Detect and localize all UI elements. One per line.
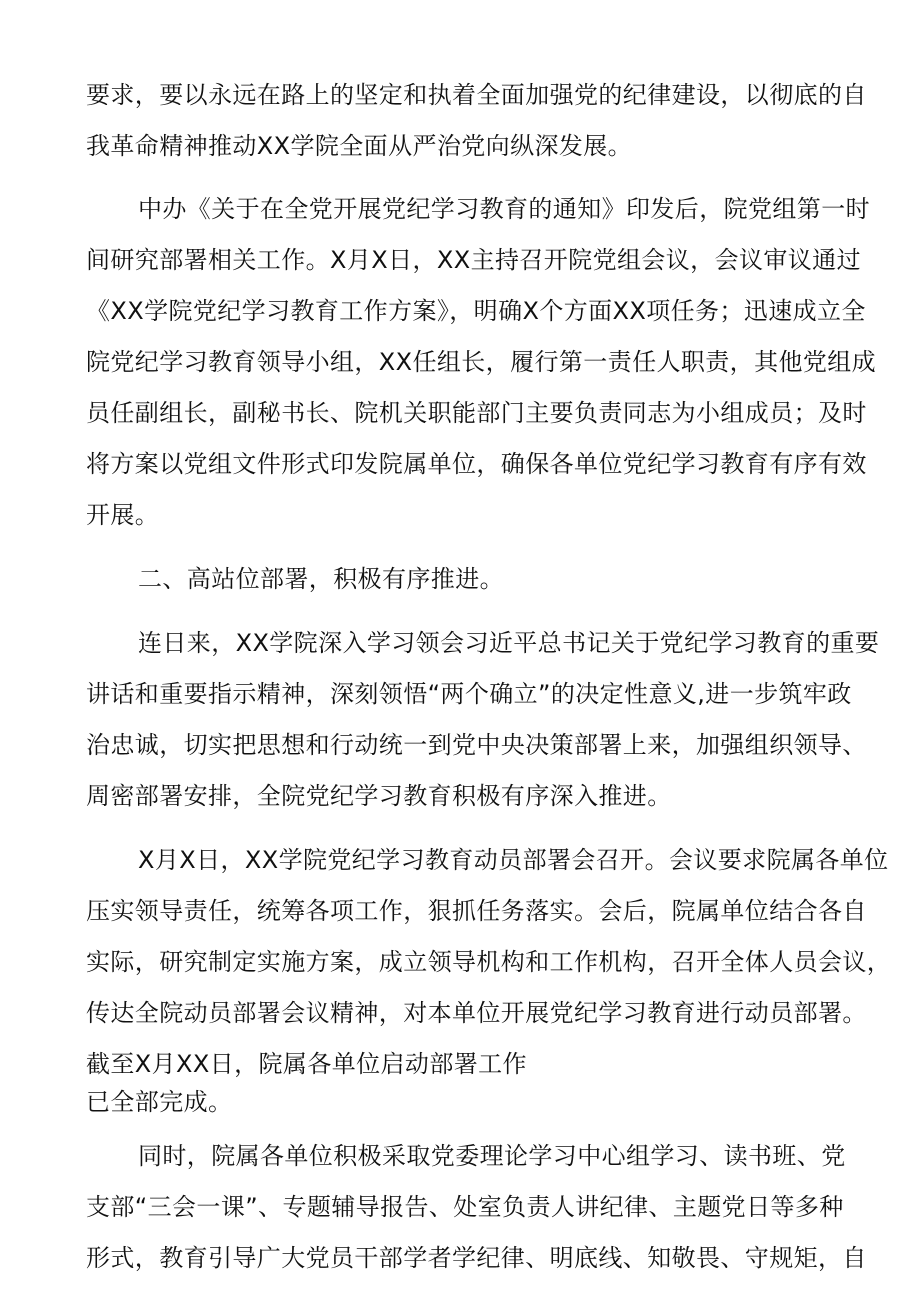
text-line: 周密部署安排，全院党纪学习教育积极有序深入推进。 (86, 782, 672, 810)
text-line: 院党纪学习教育领导小组，XX任组长，履行第一责任人职责，其他党组成 (86, 348, 877, 376)
text-line: 已全部完成。 (86, 1088, 233, 1116)
text-line: 将方案以党组文件形式印发院属单位，确保各单位党纪学习教育有序有效 (86, 450, 867, 478)
text-line: 支部“三会一课”、专题辅导报告、处室负责人讲纪律、主题党日等多种 (86, 1193, 844, 1221)
text-line: 同时，院属各单位积极采取党委理论学习中心组学习、读书班、党 (138, 1142, 846, 1170)
text-line: 治忠诚，切实把思想和行动统一到党中央决策部署上来，加强组织领导、 (86, 731, 867, 759)
text-line: 《XX学院党纪学习教育工作方案》，明确X个方面XX项任务；迅速成立全 (86, 297, 866, 325)
text-line: 压实领导责任，统筹各项工作，狠抓任务落实。会后，院属单位结合各自 (86, 897, 867, 925)
text-line: 实际，研究制定实施方案，成立领导机构和工作机构，召开全体人员会议， (86, 948, 892, 976)
text-line: X月X日，XX学院党纪学习教育动员部署会召开。会议要求院属各单位 (138, 846, 889, 874)
text-line: 我革命精神推动XX学院全面从严治党向纵深发展。 (86, 132, 633, 160)
text-line: 要求，要以永远在路上的坚定和执着全面加强党的纪律建设，以彻底的自 (86, 81, 867, 109)
text-line: 员任副组长，副秘书长、院机关职能部门主要负责同志为小组成员；及时 (86, 399, 867, 427)
section-heading: 二、高站位部署，积极有序推进。 (138, 565, 504, 593)
text-line: 开展。 (86, 501, 160, 529)
text-line: 连日来，XX学院深入学习领会习近平总书记关于党纪学习教育的重要 (138, 629, 880, 657)
text-line: 传达全院动员部署会议精神，对本单位开展党纪学习教育进行动员部署。 (86, 999, 867, 1027)
text-line: 中办《关于在全党开展党纪学习教育的通知》印发后，院党组第一时 (138, 195, 870, 223)
text-line: 截至X月XX日，院属各单位启动部署工作 (86, 1050, 527, 1078)
text-line: 间研究部署相关工作。X月X日，XX主持召开院党组会议，会议审议通过 (86, 246, 861, 274)
text-line: 讲话和重要指示精神，深刻领悟“两个确立”的决定性意义,进一步筑牢政 (86, 680, 852, 708)
text-line: 形式，教育引导广大党员干部学者学纪律、明底线、知敬畏、守规矩，自 (86, 1244, 867, 1272)
